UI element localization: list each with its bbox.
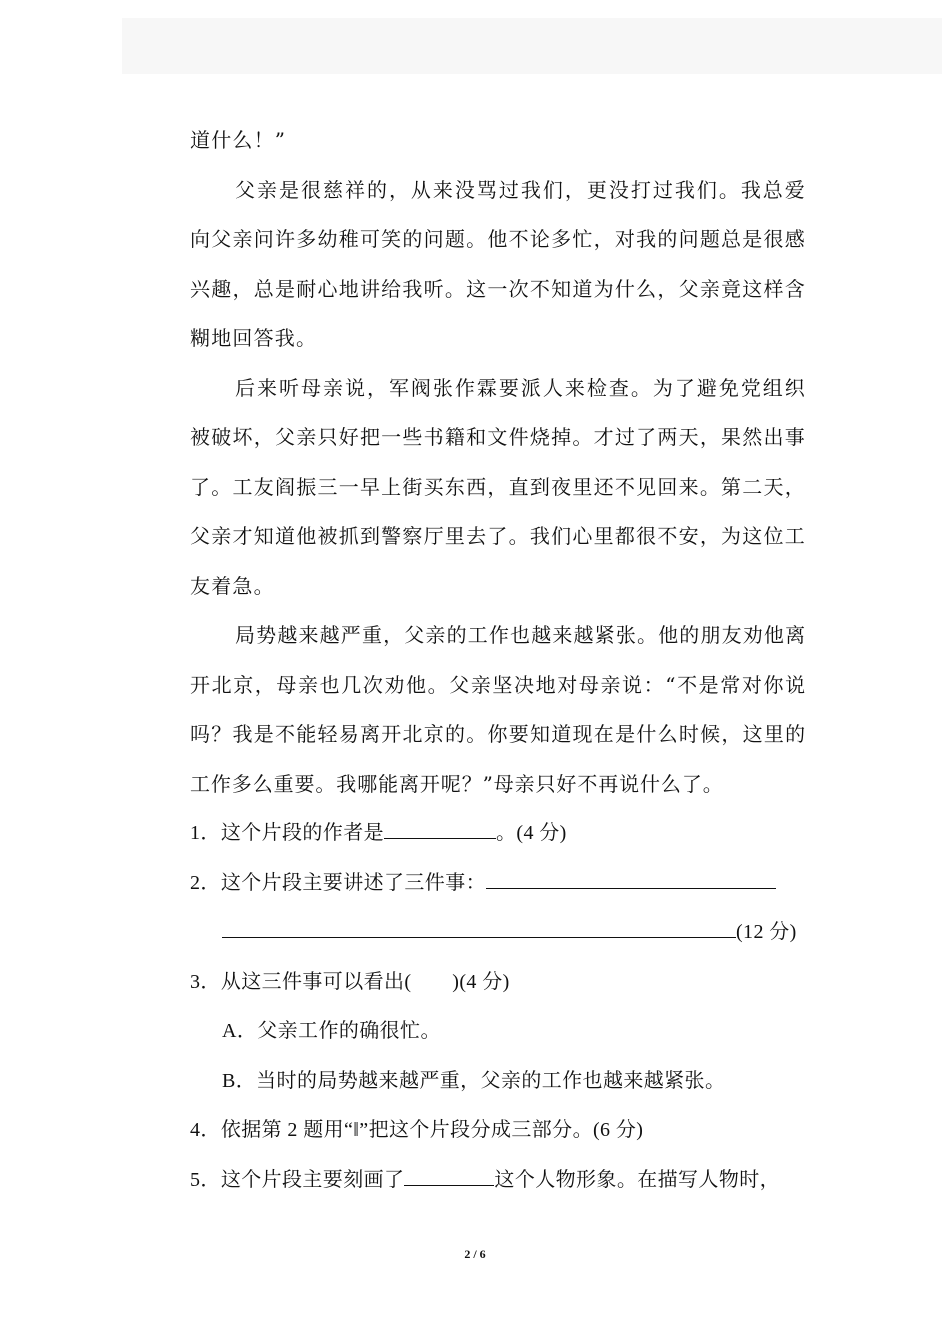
question-4: [190, 1106, 806, 1156]
answer-blank-2a[interactable]: [486, 870, 776, 889]
answer-blank-1[interactable]: [384, 820, 496, 839]
question-3-number: 3．: [190, 970, 221, 993]
document-page: [190, 116, 806, 1205]
question-5-text-b: 这个人物形象。在描写人物时，: [494, 1168, 781, 1191]
question-2-text: 这个片段主要讲述了三件事：: [220, 871, 487, 894]
passage-paragraph-3: 局势越来越严重，父亲的工作也越来越紧张。他的朋友劝他离开北京，母亲也几次劝他。父亲坚决地对母亲说：“不是常对你说吗？我是不能轻易离开北京的。你要知道现在是什么时候，这里的工作多么重要。我哪能离开呢？”母亲只好不再说什么了。: [190, 623, 806, 796]
question-1-score: 。(4 分): [496, 822, 567, 844]
question-5-number: 5．: [190, 1168, 221, 1191]
question-1-text: 这个片段的作者是: [220, 822, 385, 844]
passage-line-continued: 道什么！”: [190, 128, 287, 152]
question-2-number: 2．: [190, 871, 221, 894]
option-a[interactable]: A．父亲工作的确很忙。: [222, 1020, 441, 1042]
answer-blank-2b[interactable]: [222, 919, 736, 938]
page-number: 2 / 6: [464, 1247, 486, 1261]
question-2: [190, 859, 806, 909]
question-1: [190, 809, 806, 859]
question-3: [190, 958, 806, 1008]
question-5-text-a: 这个片段主要刻画了: [220, 1168, 405, 1191]
question-1-number: 1．: [190, 822, 221, 844]
passage-paragraph-2: 后来听母亲说，军阀张作霖要派人来检查。为了避免党组织被破坏，父亲只好把一些书籍和文件烧掉。才过了两天，果然出事了。工友阎振三一早上街买东西，直到夜里还不见回来。第二天，父亲才知道他被抓到警察厅里去了。我们心里都很不安，为这位工友着急。: [190, 375, 806, 598]
question-3-text: 从这三件事可以看出( )(4 分): [220, 970, 510, 993]
header-band: [122, 18, 942, 74]
question-5: [190, 1156, 806, 1206]
question-2-score: (12 分): [736, 921, 797, 943]
option-b[interactable]: B．当时的局势越来越严重，父亲的工作也越来越紧张。: [222, 1069, 726, 1092]
question-4-number: 4．: [190, 1119, 221, 1141]
question-2-continued: [190, 908, 806, 958]
question-4-text: 依据第 2 题用“‖”把这个片段分成三部分。(6 分): [220, 1119, 644, 1141]
passage-paragraph-1: 父亲是很慈祥的，从来没骂过我们，更没打过我们。我总爱向父亲问许多幼稚可笑的问题。他不论多忙，对我的问题总是很感兴趣，总是耐心地讲给我听。这一次不知道为什么，父亲竟这样含糊地回答我。: [190, 177, 806, 350]
answer-blank-5[interactable]: [404, 1167, 494, 1186]
